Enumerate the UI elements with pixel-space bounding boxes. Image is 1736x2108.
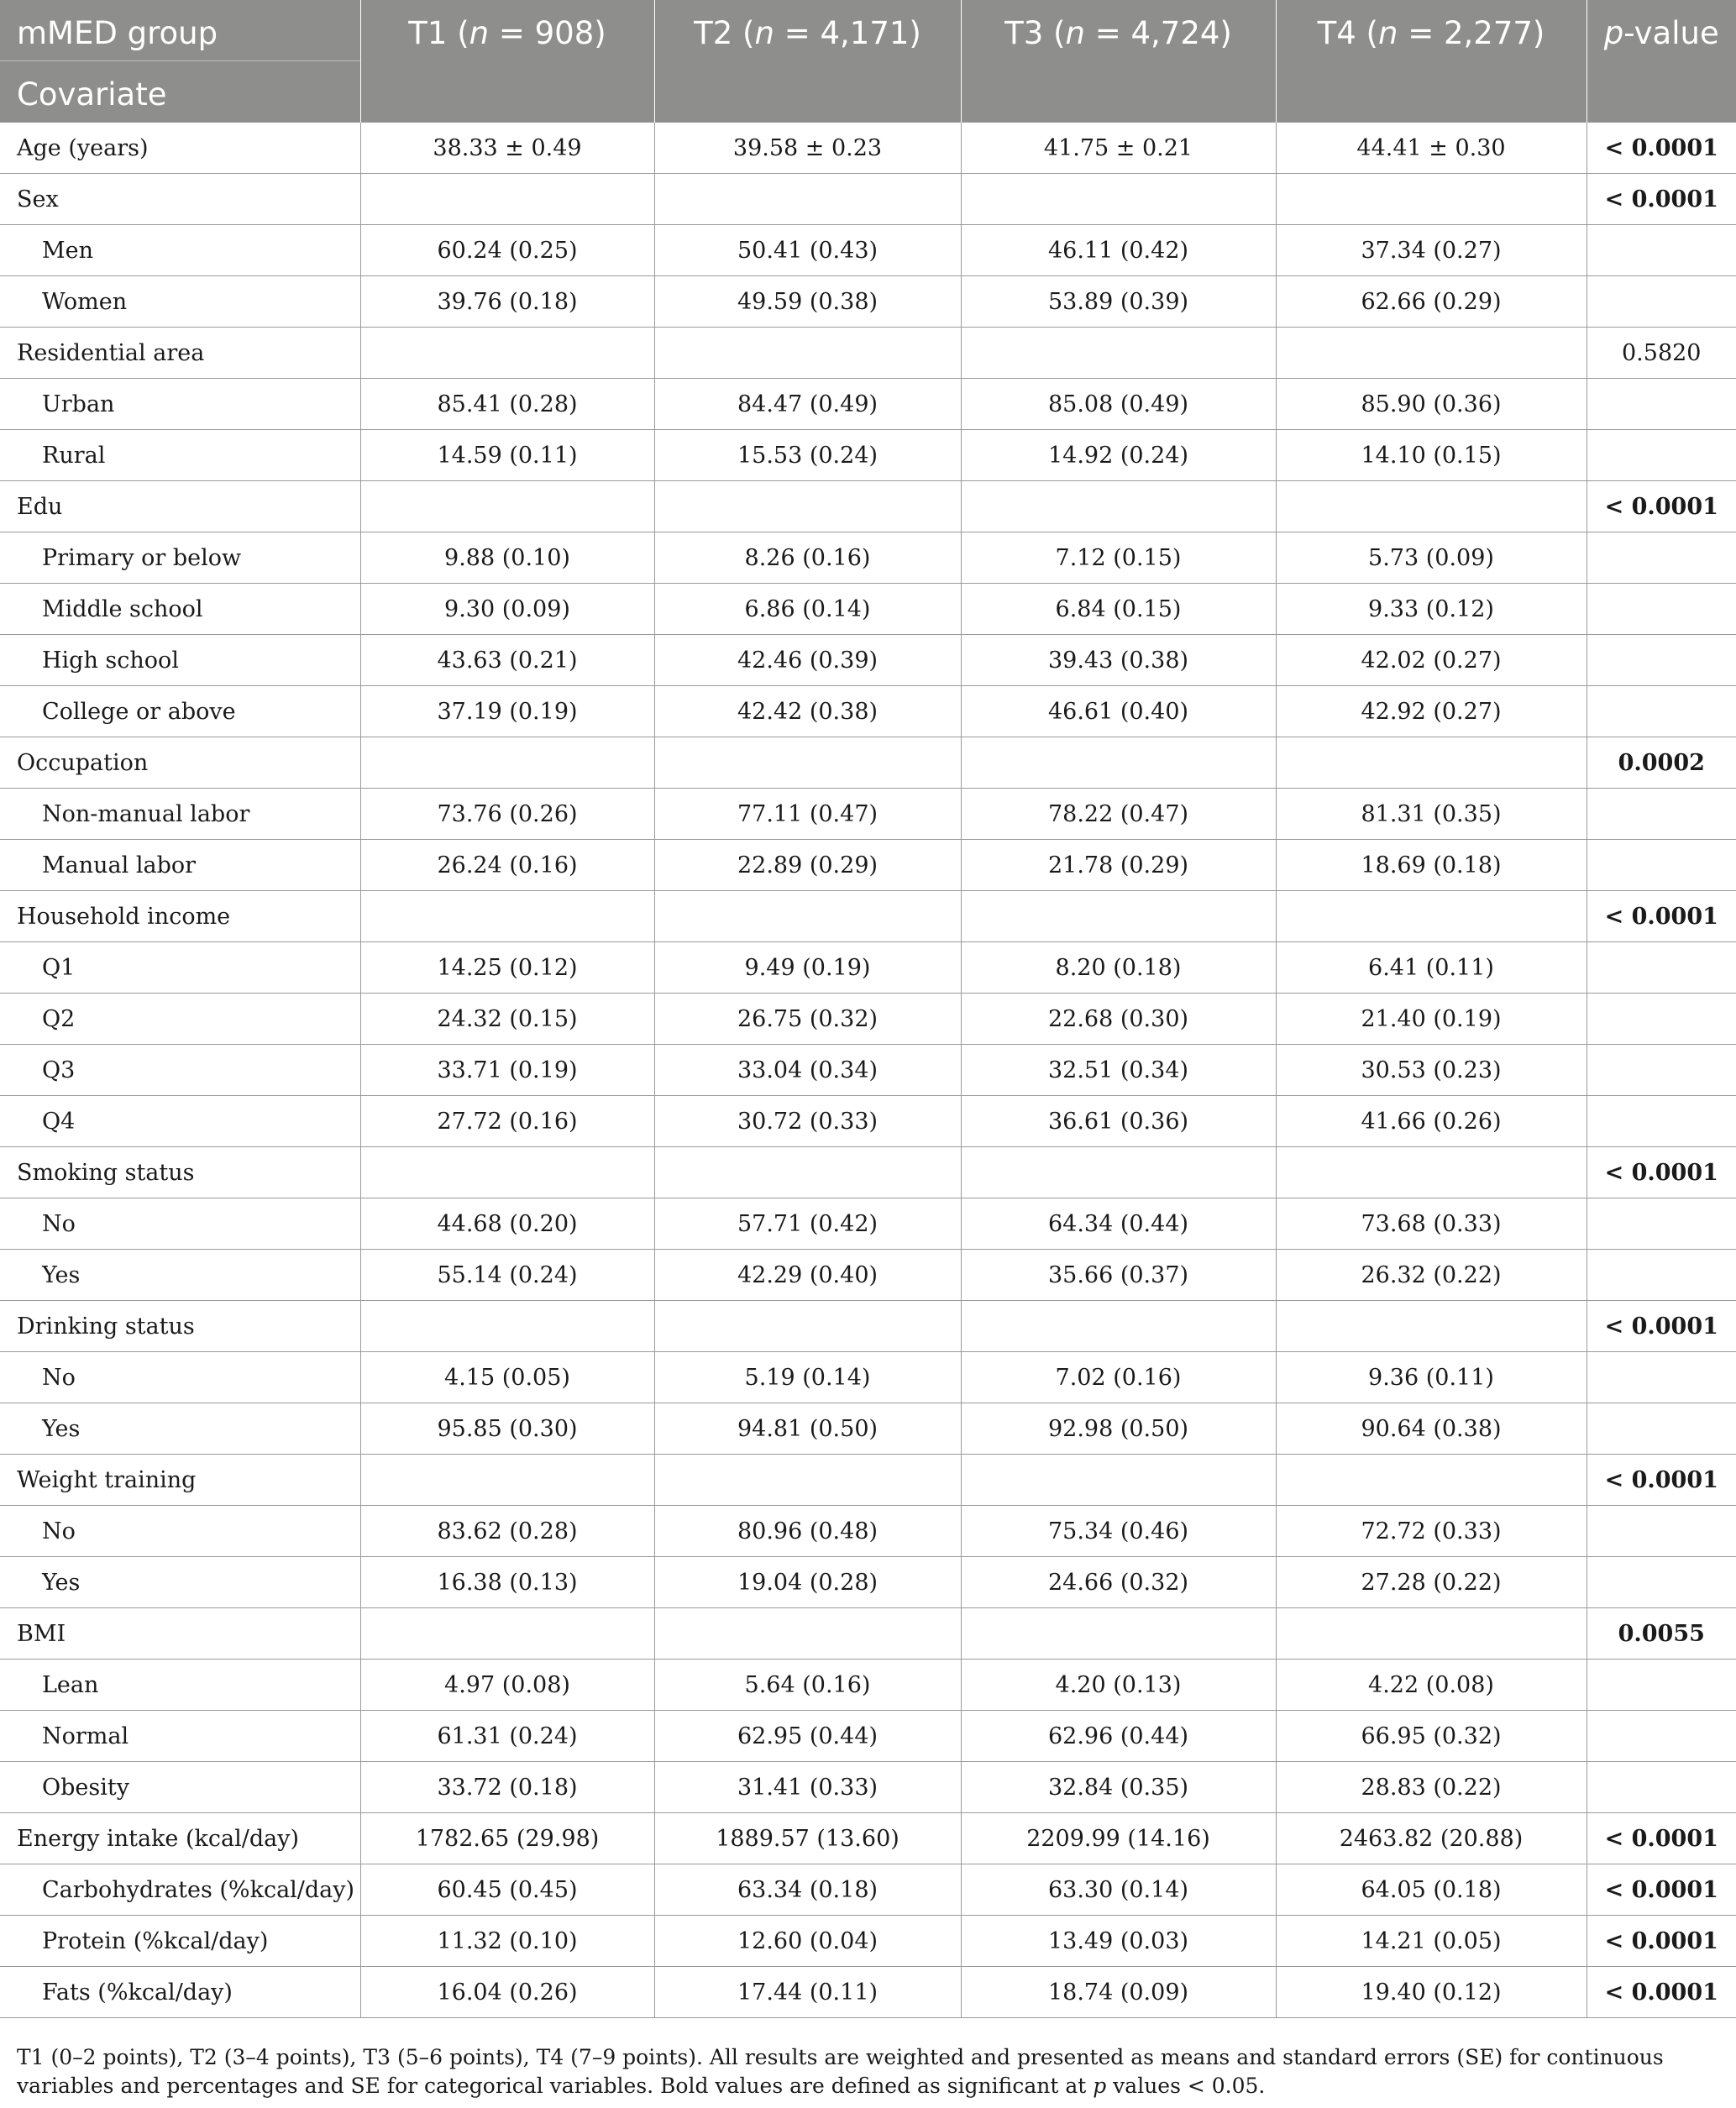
table-row [0,430,1736,481]
value-cell-t2 [654,481,961,532]
value-cell-t2: 30.72 (0.33) [654,1096,961,1147]
value-cell-t3: 46.61 (0.40) [961,686,1276,737]
pvalue-cell [1587,1711,1736,1762]
value-cell-t1: 95.85 (0.30) [360,1403,654,1455]
row-label: Protein (%kcal/day) [0,1916,360,1967]
header-row [0,0,1736,123]
value-cell-t2: 49.59 (0.38) [654,276,961,328]
table-row [0,1250,1736,1301]
value-cell-t2: 39.58 ± 0.23 [654,123,961,174]
row-label: Manual labor [0,840,360,891]
header-pvalue-p: p [1603,15,1624,51]
value-cell-t2: 42.42 (0.38) [654,686,961,737]
pvalue-cell [1587,1557,1736,1608]
row-label: Edu [0,481,360,532]
value-cell-t3: 14.92 (0.24) [961,430,1276,481]
value-cell-t3: 78.22 (0.47) [961,789,1276,840]
value-cell-t4: 9.33 (0.12) [1276,584,1587,635]
value-cell-t4: 42.92 (0.27) [1276,686,1587,737]
table-row [0,1864,1736,1916]
value-cell-t2: 31.41 (0.33) [654,1762,961,1813]
pvalue-cell [1587,1045,1736,1096]
pvalue-cell [1587,225,1736,276]
pvalue-cell: < 0.0001 [1587,1967,1736,2018]
value-cell-t4: 85.90 (0.36) [1276,379,1587,430]
value-cell-t1: 38.33 ± 0.49 [360,123,654,174]
row-label: Drinking status [0,1301,360,1352]
value-cell-t2 [654,891,961,942]
table-row [0,584,1736,635]
value-cell-t4 [1276,737,1587,789]
pvalue-cell: < 0.0001 [1587,1864,1736,1916]
table-row [0,635,1736,686]
value-cell-t4: 66.95 (0.32) [1276,1711,1587,1762]
value-cell-t3: 13.49 (0.03) [961,1916,1276,1967]
pvalue-cell [1587,1096,1736,1147]
pvalue-cell: < 0.0001 [1587,481,1736,532]
value-cell-t1 [360,891,654,942]
value-cell-t2: 22.89 (0.29) [654,840,961,891]
value-cell-t4: 42.02 (0.27) [1276,635,1587,686]
value-cell-t3: 7.02 (0.16) [961,1352,1276,1403]
header-col-prefix: T3 ( [1004,15,1066,51]
row-label: Non-manual labor [0,789,360,840]
row-label: Yes [0,1250,360,1301]
pvalue-cell: < 0.0001 [1587,1813,1736,1864]
value-cell-t1: 60.45 (0.45) [360,1864,654,1916]
pvalue-cell [1587,430,1736,481]
value-cell-t2: 17.44 (0.11) [654,1967,961,2018]
pvalue-cell: 0.5820 [1587,328,1736,379]
table-row [0,1608,1736,1660]
value-cell-t1: 4.15 (0.05) [360,1352,654,1403]
value-cell-t1 [360,481,654,532]
value-cell-t1: 73.76 (0.26) [360,789,654,840]
value-cell-t1: 4.97 (0.08) [360,1660,654,1711]
header-col-n: n [754,15,774,51]
value-cell-t4: 81.31 (0.35) [1276,789,1587,840]
pvalue-cell: < 0.0001 [1587,123,1736,174]
value-cell-t1: 61.31 (0.24) [360,1711,654,1762]
value-cell-t1: 14.25 (0.12) [360,942,654,994]
row-label: Energy intake (kcal/day) [0,1813,360,1864]
value-cell-t2: 5.64 (0.16) [654,1660,961,1711]
value-cell-t1 [360,1608,654,1660]
value-cell-t3: 24.66 (0.32) [961,1557,1276,1608]
row-label: Middle school [0,584,360,635]
header-col-suffix: = 4,171) [774,15,921,51]
table-row [0,1198,1736,1250]
table-row [0,789,1736,840]
value-cell-t1 [360,1301,654,1352]
value-cell-t1 [360,737,654,789]
pvalue-cell [1587,994,1736,1045]
table-row [0,942,1736,994]
row-label: Women [0,276,360,328]
value-cell-t4 [1276,174,1587,225]
row-label: Q3 [0,1045,360,1096]
table-header [0,0,1736,123]
value-cell-t2: 8.26 (0.16) [654,532,961,584]
value-cell-t3: 6.84 (0.15) [961,584,1276,635]
value-cell-t4: 62.66 (0.29) [1276,276,1587,328]
value-cell-t1: 26.24 (0.16) [360,840,654,891]
table-row [0,328,1736,379]
value-cell-t4 [1276,891,1587,942]
value-cell-t1 [360,1455,654,1506]
value-cell-t2: 80.96 (0.48) [654,1506,961,1557]
value-cell-t1 [360,328,654,379]
header-col-t2 [654,0,961,123]
value-cell-t4 [1276,481,1587,532]
value-cell-t4: 14.21 (0.05) [1276,1916,1587,1967]
value-cell-t1: 27.72 (0.16) [360,1096,654,1147]
value-cell-t1: 11.32 (0.10) [360,1916,654,1967]
row-label: Urban [0,379,360,430]
value-cell-t2: 50.41 (0.43) [654,225,961,276]
value-cell-t3: 35.66 (0.37) [961,1250,1276,1301]
table-row [0,1967,1736,2018]
value-cell-t1: 39.76 (0.18) [360,276,654,328]
value-cell-t3 [961,174,1276,225]
pvalue-cell: < 0.0001 [1587,1301,1736,1352]
table-row [0,532,1736,584]
value-cell-t4 [1276,328,1587,379]
value-cell-t3: 32.84 (0.35) [961,1762,1276,1813]
value-cell-t2 [654,1301,961,1352]
value-cell-t3: 36.61 (0.36) [961,1096,1276,1147]
row-label: Yes [0,1557,360,1608]
value-cell-t3: 7.12 (0.15) [961,532,1276,584]
value-cell-t3: 39.43 (0.38) [961,635,1276,686]
value-cell-t4: 18.69 (0.18) [1276,840,1587,891]
pvalue-cell [1587,1250,1736,1301]
value-cell-t3: 53.89 (0.39) [961,276,1276,328]
header-covariate-label: Covariate [0,60,360,122]
pvalue-cell [1587,532,1736,584]
row-label: Primary or below [0,532,360,584]
pvalue-cell [1587,789,1736,840]
pvalue-cell [1587,1660,1736,1711]
value-cell-t2: 42.29 (0.40) [654,1250,961,1301]
pvalue-cell: 0.0002 [1587,737,1736,789]
value-cell-t3: 2209.99 (14.16) [961,1813,1276,1864]
table-row [0,174,1736,225]
value-cell-t3: 41.75 ± 0.21 [961,123,1276,174]
value-cell-t1: 83.62 (0.28) [360,1506,654,1557]
pvalue-cell [1587,1198,1736,1250]
value-cell-t4: 37.34 (0.27) [1276,225,1587,276]
pvalue-cell: < 0.0001 [1587,1916,1736,1967]
value-cell-t3 [961,1608,1276,1660]
value-cell-t2 [654,1147,961,1198]
table-row [0,1147,1736,1198]
header-col-n: n [1378,15,1398,51]
value-cell-t3 [961,737,1276,789]
value-cell-t1: 16.38 (0.13) [360,1557,654,1608]
value-cell-t1: 60.24 (0.25) [360,225,654,276]
row-label: College or above [0,686,360,737]
footnote-text-end: values < 0.05. [1106,2074,1266,2098]
header-row-labels [0,0,360,123]
header-col-suffix: = 2,277) [1398,15,1545,51]
header-pvalue-suffix: -value [1623,15,1719,51]
header-col-suffix: = 4,724) [1084,15,1232,51]
table-row [0,1762,1736,1813]
value-cell-t4 [1276,1455,1587,1506]
value-cell-t2: 26.75 (0.32) [654,994,961,1045]
value-cell-t3: 63.30 (0.14) [961,1864,1276,1916]
row-label: No [0,1352,360,1403]
value-cell-t2: 1889.57 (13.60) [654,1813,961,1864]
value-cell-t3: 64.34 (0.44) [961,1198,1276,1250]
header-col-pvalue [1587,0,1736,123]
value-cell-t4: 41.66 (0.26) [1276,1096,1587,1147]
pvalue-cell: 0.0055 [1587,1608,1736,1660]
row-label: Q4 [0,1096,360,1147]
value-cell-t3: 46.11 (0.42) [961,225,1276,276]
pvalue-cell [1587,1403,1736,1455]
row-label: Residential area [0,328,360,379]
table-row [0,1916,1736,1967]
value-cell-t4: 21.40 (0.19) [1276,994,1587,1045]
value-cell-t3 [961,891,1276,942]
pvalue-cell [1587,686,1736,737]
table-row [0,891,1736,942]
value-cell-t1: 37.19 (0.19) [360,686,654,737]
row-label: Q2 [0,994,360,1045]
row-label: Household income [0,891,360,942]
row-label: No [0,1506,360,1557]
table-body [0,123,1736,2018]
pvalue-cell [1587,1352,1736,1403]
value-cell-t4: 6.41 (0.11) [1276,942,1587,994]
pvalue-cell: < 0.0001 [1587,1455,1736,1506]
value-cell-t3: 8.20 (0.18) [961,942,1276,994]
table-row [0,379,1736,430]
value-cell-t4: 44.41 ± 0.30 [1276,123,1587,174]
row-label: Weight training [0,1455,360,1506]
footnote-p-symbol: p [1093,2074,1107,2098]
value-cell-t2: 15.53 (0.24) [654,430,961,481]
header-col-n: n [469,15,490,51]
table-row [0,1506,1736,1557]
header-col-prefix: T1 ( [408,15,469,51]
value-cell-t4: 64.05 (0.18) [1276,1864,1587,1916]
value-cell-t1: 16.04 (0.26) [360,1967,654,2018]
value-cell-t3 [961,1147,1276,1198]
value-cell-t3: 62.96 (0.44) [961,1711,1276,1762]
row-label: Q1 [0,942,360,994]
value-cell-t1: 43.63 (0.21) [360,635,654,686]
value-cell-t2: 6.86 (0.14) [654,584,961,635]
value-cell-t1: 9.88 (0.10) [360,532,654,584]
value-cell-t4: 4.22 (0.08) [1276,1660,1587,1711]
value-cell-t1: 24.32 (0.15) [360,994,654,1045]
value-cell-t4: 72.72 (0.33) [1276,1506,1587,1557]
header-col-suffix: = 908) [489,15,606,51]
value-cell-t2 [654,1455,961,1506]
value-cell-t3: 85.08 (0.49) [961,379,1276,430]
value-cell-t2: 19.04 (0.28) [654,1557,961,1608]
table-row [0,686,1736,737]
row-label: Rural [0,430,360,481]
value-cell-t2: 42.46 (0.39) [654,635,961,686]
value-cell-t4: 90.64 (0.38) [1276,1403,1587,1455]
table-row [0,123,1736,174]
table-row [0,1045,1736,1096]
value-cell-t4: 2463.82 (20.88) [1276,1813,1587,1864]
value-cell-t1: 44.68 (0.20) [360,1198,654,1250]
value-cell-t4: 26.32 (0.22) [1276,1250,1587,1301]
table-row [0,225,1736,276]
value-cell-t2 [654,1608,961,1660]
value-cell-t4: 5.73 (0.09) [1276,532,1587,584]
footnote-text: T1 (0–2 points), T2 (3–4 points), T3 (5–6 points), T4 (7–9 points). All results are weighted and presented as means and standard errors (SE) for continuous variables and percentages and SE for categorical variables. Bold values are defined as significant at [17,2045,1664,2098]
value-cell-t4: 19.40 (0.12) [1276,1967,1587,2018]
table-row [0,276,1736,328]
value-cell-t1: 85.41 (0.28) [360,379,654,430]
row-label: No [0,1198,360,1250]
row-label: Obesity [0,1762,360,1813]
pvalue-cell [1587,942,1736,994]
header-col-t3 [961,0,1276,123]
value-cell-t2: 33.04 (0.34) [654,1045,961,1096]
row-label: High school [0,635,360,686]
value-cell-t4 [1276,1608,1587,1660]
value-cell-t3 [961,481,1276,532]
value-cell-t4: 9.36 (0.11) [1276,1352,1587,1403]
value-cell-t1: 33.72 (0.18) [360,1762,654,1813]
pvalue-cell [1587,379,1736,430]
row-label: Men [0,225,360,276]
row-label: Smoking status [0,1147,360,1198]
header-col-n: n [1065,15,1085,51]
row-label: Lean [0,1660,360,1711]
table-row [0,1301,1736,1352]
row-label: Sex [0,174,360,225]
value-cell-t2 [654,174,961,225]
row-label: Yes [0,1403,360,1455]
value-cell-t4: 30.53 (0.23) [1276,1045,1587,1096]
table-row [0,1660,1736,1711]
row-label: Fats (%kcal/day) [0,1967,360,2018]
table-row [0,1711,1736,1762]
row-label: Normal [0,1711,360,1762]
value-cell-t2: 77.11 (0.47) [654,789,961,840]
value-cell-t2: 94.81 (0.50) [654,1403,961,1455]
value-cell-t2 [654,737,961,789]
value-cell-t4 [1276,1301,1587,1352]
header-col-prefix: T4 ( [1317,15,1378,51]
table-row [0,994,1736,1045]
value-cell-t3: 92.98 (0.50) [961,1403,1276,1455]
header-col-prefix: T2 ( [694,15,755,51]
value-cell-t3: 32.51 (0.34) [961,1045,1276,1096]
pvalue-cell: < 0.0001 [1587,174,1736,225]
value-cell-t4: 14.10 (0.15) [1276,430,1587,481]
value-cell-t3: 22.68 (0.30) [961,994,1276,1045]
table-row [0,1352,1736,1403]
table-row [0,840,1736,891]
value-cell-t2 [654,328,961,379]
value-cell-t1 [360,1147,654,1198]
value-cell-t3 [961,1455,1276,1506]
value-cell-t2: 84.47 (0.49) [654,379,961,430]
table-row [0,737,1736,789]
value-cell-t2: 57.71 (0.42) [654,1198,961,1250]
value-cell-t2: 62.95 (0.44) [654,1711,961,1762]
value-cell-t4: 73.68 (0.33) [1276,1198,1587,1250]
value-cell-t4 [1276,1147,1587,1198]
pvalue-cell: < 0.0001 [1587,1147,1736,1198]
row-label: BMI [0,1608,360,1660]
row-label: Occupation [0,737,360,789]
table-footnote [17,2043,1722,2100]
pvalue-cell [1587,584,1736,635]
value-cell-t1: 14.59 (0.11) [360,430,654,481]
pvalue-cell [1587,840,1736,891]
pvalue-cell [1587,1506,1736,1557]
value-cell-t3: 75.34 (0.46) [961,1506,1276,1557]
row-label: Age (years) [0,123,360,174]
row-label: Carbohydrates (%kcal/day) [0,1864,360,1916]
value-cell-t2: 9.49 (0.19) [654,942,961,994]
value-cell-t1: 33.71 (0.19) [360,1045,654,1096]
value-cell-t4: 27.28 (0.22) [1276,1557,1587,1608]
table-row [0,1557,1736,1608]
value-cell-t3: 18.74 (0.09) [961,1967,1276,2018]
value-cell-t4: 28.83 (0.22) [1276,1762,1587,1813]
value-cell-t3: 4.20 (0.13) [961,1660,1276,1711]
table-row [0,1813,1736,1864]
value-cell-t2: 12.60 (0.04) [654,1916,961,1967]
table-row [0,1455,1736,1506]
value-cell-t2: 63.34 (0.18) [654,1864,961,1916]
pvalue-cell [1587,276,1736,328]
header-group-label: mMED group [17,15,218,51]
value-cell-t3 [961,328,1276,379]
value-cell-t2: 5.19 (0.14) [654,1352,961,1403]
value-cell-t3: 21.78 (0.29) [961,840,1276,891]
pvalue-cell [1587,635,1736,686]
header-col-t1 [360,0,654,123]
table-row [0,1403,1736,1455]
pvalue-cell [1587,1762,1736,1813]
value-cell-t1: 1782.65 (29.98) [360,1813,654,1864]
header-col-t4 [1276,0,1587,123]
value-cell-t1: 9.30 (0.09) [360,584,654,635]
pvalue-cell: < 0.0001 [1587,891,1736,942]
value-cell-t3 [961,1301,1276,1352]
value-cell-t1 [360,174,654,225]
table-row [0,481,1736,532]
value-cell-t1: 55.14 (0.24) [360,1250,654,1301]
table-row [0,1096,1736,1147]
